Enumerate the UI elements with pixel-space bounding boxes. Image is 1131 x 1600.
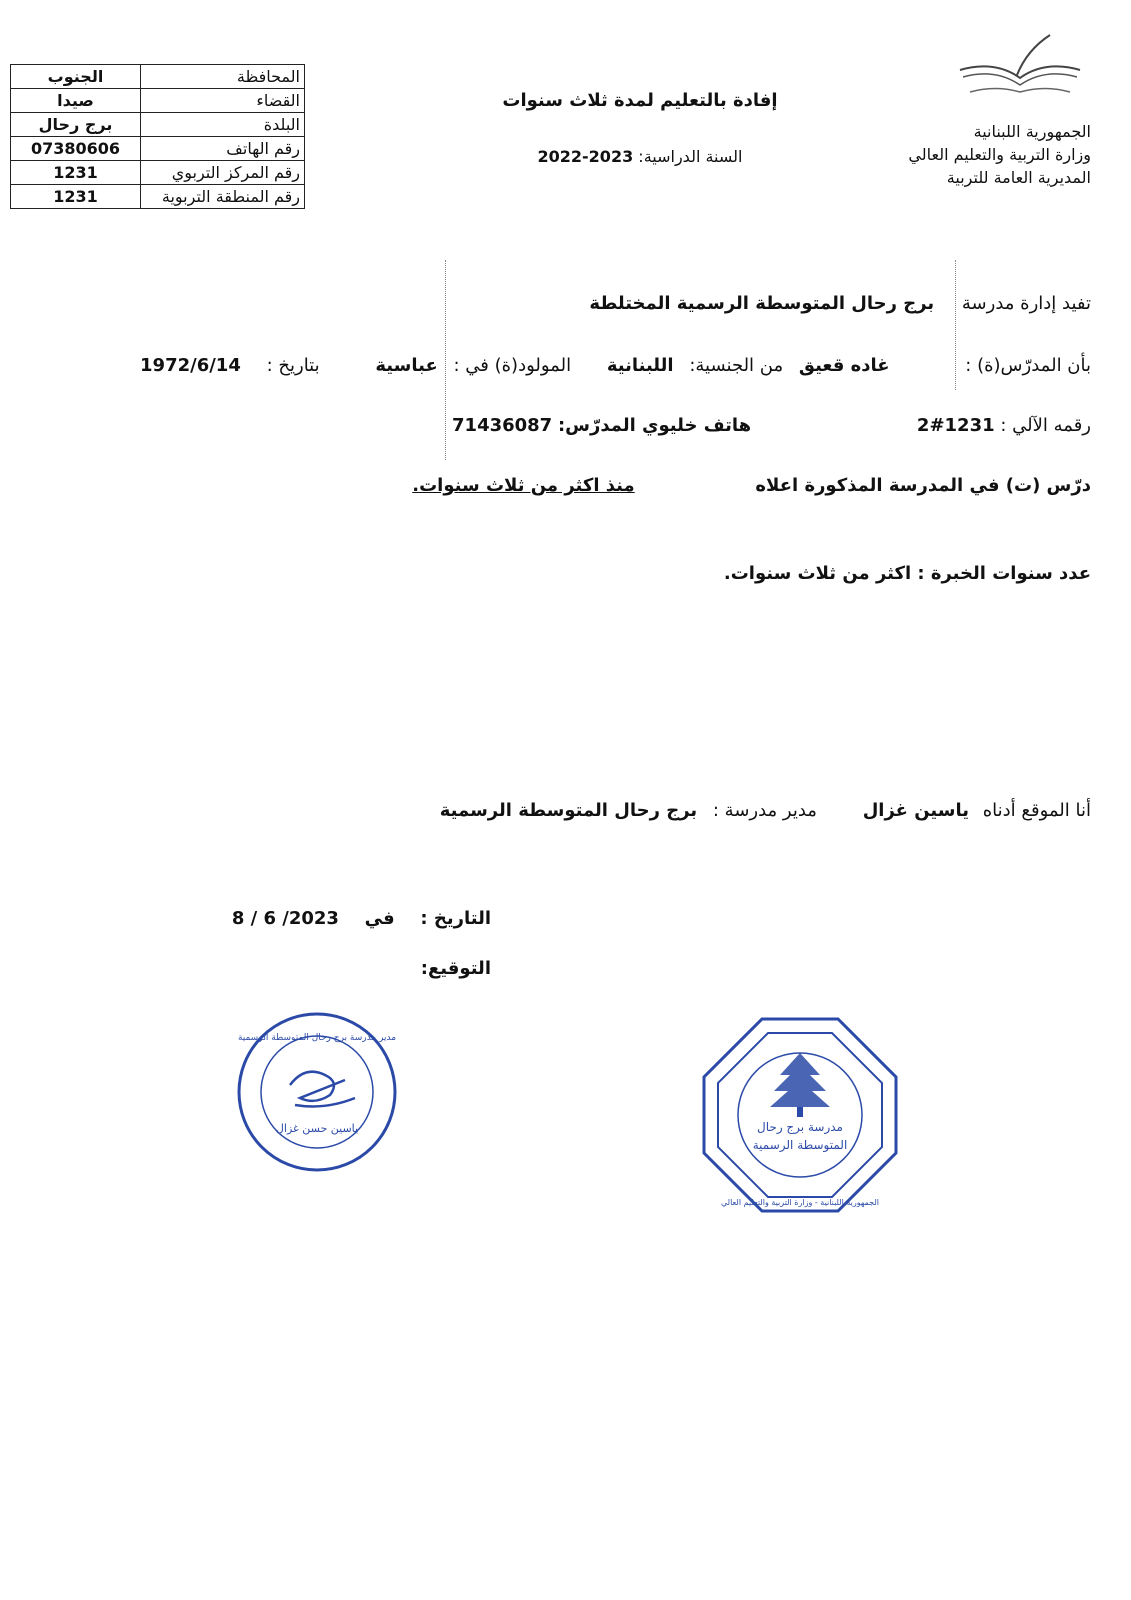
row-value: 1231 — [11, 185, 141, 209]
row-label: القضاء — [141, 89, 305, 113]
year-label: السنة الدراسية: — [638, 147, 743, 166]
row-label: المحافظة — [141, 65, 305, 89]
document-title: إفادة بالتعليم لمدة ثلاث سنوات — [502, 90, 778, 111]
row-value: الجنوب — [11, 65, 141, 89]
taught-period: منذ اكثر من ثلاث سنوات. — [412, 475, 635, 496]
director-round-stamp — [235, 1010, 400, 1175]
taught-text: درّس (ت) في المدرسة المذكورة اعلاه — [755, 475, 1091, 496]
ministry-official-stamp — [700, 1015, 900, 1215]
phone-label: هاتف خليوي المدرّس: — [557, 415, 752, 436]
nationality-label: من الجنسية: — [689, 355, 784, 376]
signature-label: التوقيع: — [420, 958, 491, 979]
location-info-table — [10, 64, 305, 209]
date-label: التاريخ : — [420, 908, 491, 929]
school-label: تفيد إدارة مدرسة — [961, 293, 1091, 314]
row-value: 1231 — [11, 161, 141, 185]
stamp-name: ياسين حسن غزال — [275, 1122, 359, 1135]
table-row — [11, 65, 305, 89]
school-short-name: برج رحال المتوسطة الرسمية — [439, 800, 698, 821]
org-line-1: الجمهورية اللبنانية — [973, 122, 1091, 141]
stamp-center-line-1: مدرسة برج رحال — [757, 1120, 843, 1134]
table-row — [11, 185, 305, 209]
table-row — [11, 89, 305, 113]
row-value: صيدا — [11, 89, 141, 113]
director-name: ياسين غزال — [862, 800, 969, 821]
stamp-center-line-2: المتوسطة الرسمية — [752, 1138, 848, 1152]
ministry-book-logo-icon — [955, 30, 1085, 110]
date-line — [232, 908, 491, 929]
teacher-line — [101, 355, 1091, 376]
birth-date-label: بتاريخ : — [266, 355, 320, 376]
school-line — [589, 293, 1091, 314]
in-label: في — [364, 908, 395, 929]
stamp-ring-text: مدير مدرسة برج رحال المتوسطة الرسمية — [237, 1033, 397, 1043]
row-label: رقم المنطقة التربوية — [141, 185, 305, 209]
teacher-name: غاده قعيق — [798, 355, 890, 376]
birth-date-value: 1972/6/14 — [140, 355, 241, 376]
row-value: 07380606 — [11, 137, 141, 161]
stamp-ring-text: الجمهورية اللبنانية - وزارة التربية والتعليم العالي — [721, 1198, 879, 1207]
teacher-label: بأن المدرّس(ة) : — [965, 355, 1091, 376]
academic-year — [520, 147, 760, 166]
director-signature — [290, 1072, 355, 1107]
row-label: رقم الهاتف — [141, 137, 305, 161]
id-value: 1231#2 — [916, 415, 995, 436]
id-line — [452, 415, 1091, 436]
date-value: 2023/ 6 / 8 — [231, 908, 339, 929]
table-row — [11, 113, 305, 137]
undersigned-line — [440, 800, 1091, 821]
born-label: المولود(ة) في : — [453, 355, 572, 376]
row-label: البلدة — [141, 113, 305, 137]
experience-line: عدد سنوات الخبرة : اكثر من ثلاث سنوات. — [723, 563, 1091, 584]
row-label: رقم المركز التربوي — [141, 161, 305, 185]
undersigned-label: أنا الموقع أدناه — [982, 800, 1091, 821]
phone-value: 71436087 — [452, 415, 553, 436]
director-of-label: مدير مدرسة : — [712, 800, 817, 821]
row-value: برج رحال — [11, 113, 141, 137]
table-row — [11, 161, 305, 185]
birthplace-value: عباسية — [375, 355, 438, 376]
year-value: 2023-2022 — [537, 147, 634, 166]
id-label: رقمه الآلي : — [1000, 415, 1091, 436]
organization-header — [908, 120, 1091, 189]
table-row — [11, 137, 305, 161]
school-name: برج رحال المتوسطة الرسمية المختلطة — [589, 293, 935, 314]
cedar-tree-icon — [770, 1053, 830, 1117]
taught-line — [412, 475, 1091, 496]
org-line-2: وزارة التربية والتعليم العالي — [908, 145, 1091, 164]
org-line-3: المديرية العامة للتربية — [946, 168, 1091, 187]
nationality-value: اللبنانية — [606, 355, 674, 376]
